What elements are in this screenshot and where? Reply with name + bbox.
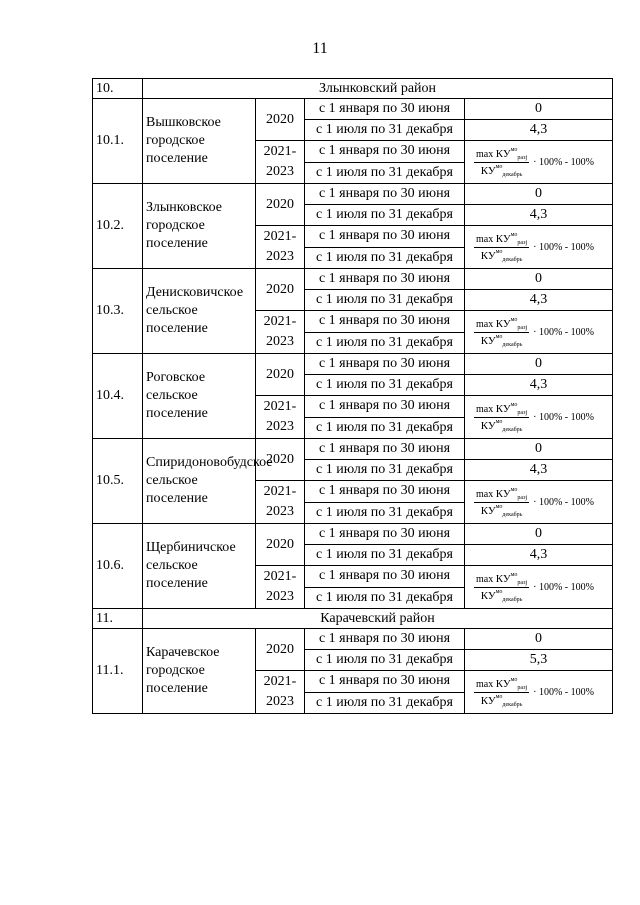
settlement-name: Вышковское городское поселение — [143, 99, 256, 184]
formula-sub: разj — [517, 494, 528, 501]
formula-ku: КУ — [495, 317, 511, 330]
formula-numerator — [474, 232, 529, 248]
year-cell: 2020 — [256, 269, 305, 311]
formula-sub: декабрь — [502, 256, 523, 263]
period-cell: с 1 января по 30 июня — [305, 396, 465, 418]
formula-max: max — [476, 488, 494, 500]
formula-numerator — [474, 147, 529, 163]
formula-cell — [465, 671, 613, 714]
formula-cell — [465, 311, 613, 354]
formula-ku: КУ — [480, 589, 496, 602]
formula-sup: мо — [495, 503, 503, 510]
year-cell: 2020 — [256, 99, 305, 141]
formula-tail: · 100% - 100% — [533, 156, 594, 168]
settlement-name: Карачевское городское поселение — [143, 629, 256, 714]
formula-sup: мо — [495, 693, 503, 700]
year-cell: 2021-2023 — [256, 141, 305, 184]
period-cell: с 1 июля по 31 декабря — [305, 502, 465, 524]
formula-sup: мо — [495, 248, 503, 255]
entry-number: 10.5. — [93, 439, 143, 524]
settlement-name: Денисковичское сельское поселение — [143, 269, 256, 354]
year-cell: 2020 — [256, 439, 305, 481]
table-row — [93, 184, 613, 205]
section-title: Карачевский район — [143, 609, 613, 629]
formula-tail: · 100% - 100% — [533, 496, 594, 508]
formula-ku: КУ — [480, 164, 496, 177]
formula-sub: декабрь — [502, 596, 523, 603]
formula-fraction — [474, 677, 529, 708]
period-cell: с 1 января по 30 июня — [305, 481, 465, 503]
formula-sup: мо — [510, 316, 518, 323]
value-cell: 0 — [465, 269, 613, 290]
formula-ku: КУ — [495, 572, 511, 585]
formula-sup: мо — [510, 571, 518, 578]
value-cell: 4,3 — [465, 120, 613, 141]
formula-ku: КУ — [495, 677, 511, 690]
formula-ku: КУ — [495, 487, 511, 500]
entry-number: 11.1. — [93, 629, 143, 714]
table-row — [93, 269, 613, 290]
formula-numerator — [474, 487, 529, 503]
period-cell: с 1 января по 30 июня — [305, 354, 465, 375]
year-cell: 2021-2023 — [256, 396, 305, 439]
year-cell: 2020 — [256, 524, 305, 566]
formula-cell — [465, 566, 613, 609]
formula-sup: мо — [510, 486, 518, 493]
formula-max: max — [476, 233, 494, 245]
period-cell: с 1 января по 30 июня — [305, 226, 465, 248]
period-cell: с 1 января по 30 июня — [305, 671, 465, 693]
formula-tail: · 100% - 100% — [533, 686, 594, 698]
formula-denominator — [479, 418, 525, 433]
period-cell: с 1 июля по 31 декабря — [305, 162, 465, 184]
period-cell: с 1 января по 30 июня — [305, 99, 465, 120]
formula-cell — [465, 226, 613, 269]
formula-ku: КУ — [480, 419, 496, 432]
entry-number: 10.2. — [93, 184, 143, 269]
period-cell: с 1 января по 30 июня — [305, 184, 465, 205]
table-row — [93, 629, 613, 650]
entry-number: 10.4. — [93, 354, 143, 439]
formula-numerator — [474, 677, 529, 693]
period-cell: с 1 июля по 31 декабря — [305, 120, 465, 141]
formula-fraction — [474, 402, 529, 433]
period-cell: с 1 июля по 31 декабря — [305, 460, 465, 481]
formula-sup: мо — [510, 146, 518, 153]
value-cell: 0 — [465, 99, 613, 120]
period-cell: с 1 июля по 31 декабря — [305, 587, 465, 609]
value-cell: 0 — [465, 354, 613, 375]
formula — [468, 396, 609, 438]
year-cell: 2021-2023 — [256, 311, 305, 354]
formula — [468, 311, 609, 353]
formula-denominator — [479, 333, 525, 348]
formula-denominator — [479, 248, 525, 263]
formula — [468, 141, 609, 183]
value-cell: 0 — [465, 629, 613, 650]
period-cell: с 1 июля по 31 декабря — [305, 290, 465, 311]
formula-sup: мо — [510, 231, 518, 238]
formula-ku: КУ — [480, 694, 496, 707]
year-cell: 2021-2023 — [256, 481, 305, 524]
formula-numerator — [474, 402, 529, 418]
formula-ku: КУ — [480, 334, 496, 347]
period-cell: с 1 июля по 31 декабря — [305, 650, 465, 671]
formula-fraction — [474, 232, 529, 263]
period-cell: с 1 января по 30 июня — [305, 524, 465, 545]
value-cell: 4,3 — [465, 375, 613, 396]
settlement-name: Спиридоновобудское сельское поселение — [143, 439, 256, 524]
formula-sup: мо — [495, 588, 503, 595]
period-cell: с 1 июля по 31 декабря — [305, 375, 465, 396]
formula-sup: мо — [495, 418, 503, 425]
formula-sub: разj — [517, 409, 528, 416]
period-cell: с 1 июля по 31 декабря — [305, 417, 465, 439]
value-cell: 4,3 — [465, 545, 613, 566]
period-cell: с 1 января по 30 июня — [305, 439, 465, 460]
section-number: 11. — [93, 609, 143, 629]
formula-fraction — [474, 317, 529, 348]
table-row — [93, 354, 613, 375]
period-cell: с 1 июля по 31 декабря — [305, 205, 465, 226]
formula-fraction — [474, 487, 529, 518]
year-cell: 2020 — [256, 354, 305, 396]
formula-sub: декабрь — [502, 701, 523, 708]
formula-tail: · 100% - 100% — [533, 581, 594, 593]
formula — [468, 671, 609, 713]
entry-number: 10.3. — [93, 269, 143, 354]
formula-numerator — [474, 572, 529, 588]
value-cell: 0 — [465, 439, 613, 460]
formula-sub: разj — [517, 324, 528, 331]
entry-number: 10.1. — [93, 99, 143, 184]
formula-ku: КУ — [480, 504, 496, 517]
formula-denominator — [479, 693, 525, 708]
formula-max: max — [476, 573, 494, 585]
formula-ku: КУ — [495, 147, 511, 160]
year-cell: 2021-2023 — [256, 226, 305, 269]
formula-sup: мо — [510, 676, 518, 683]
formula-max: max — [476, 403, 494, 415]
formula-fraction — [474, 572, 529, 603]
settlement-name: Роговское сельское поселение — [143, 354, 256, 439]
period-cell: с 1 июля по 31 декабря — [305, 692, 465, 714]
formula — [468, 226, 609, 268]
period-cell: с 1 января по 30 июня — [305, 566, 465, 588]
formula — [468, 566, 609, 608]
formula-sup: мо — [495, 163, 503, 170]
year-cell: 2020 — [256, 629, 305, 671]
formula-denominator — [479, 163, 525, 178]
value-cell: 4,3 — [465, 290, 613, 311]
table-row — [93, 439, 613, 460]
formula-denominator — [479, 503, 525, 518]
section-row — [93, 609, 613, 629]
formula-tail: · 100% - 100% — [533, 411, 594, 423]
formula — [468, 481, 609, 523]
value-cell: 4,3 — [465, 460, 613, 481]
section-row — [93, 79, 613, 99]
value-cell: 0 — [465, 524, 613, 545]
period-cell: с 1 июля по 31 декабря — [305, 545, 465, 566]
formula-cell — [465, 481, 613, 524]
period-cell: с 1 января по 30 июня — [305, 629, 465, 650]
table-row — [93, 99, 613, 120]
formula-sub: декабрь — [502, 171, 523, 178]
period-cell: с 1 января по 30 июня — [305, 141, 465, 163]
formula-ku: КУ — [495, 232, 511, 245]
formula-fraction — [474, 147, 529, 178]
entry-number: 10.6. — [93, 524, 143, 609]
year-cell: 2021-2023 — [256, 566, 305, 609]
formula-sup: мо — [495, 333, 503, 340]
section-number: 10. — [93, 79, 143, 99]
formula-ku: КУ — [495, 402, 511, 415]
value-cell: 0 — [465, 184, 613, 205]
period-cell: с 1 января по 30 июня — [305, 269, 465, 290]
formula-sub: декабрь — [502, 341, 523, 348]
formula-ku: КУ — [480, 249, 496, 262]
formula-sub: разj — [517, 239, 528, 246]
formula-sub: разj — [517, 684, 528, 691]
formula-sub: декабрь — [502, 511, 523, 518]
formula-sub: декабрь — [502, 426, 523, 433]
formula-max: max — [476, 148, 494, 160]
formula-sup: мо — [510, 401, 518, 408]
value-cell: 5,3 — [465, 650, 613, 671]
settlement-name: Щербиничское сельское поселение — [143, 524, 256, 609]
formula-tail: · 100% - 100% — [533, 326, 594, 338]
year-cell: 2020 — [256, 184, 305, 226]
period-cell: с 1 июля по 31 декабря — [305, 247, 465, 269]
formula-cell — [465, 141, 613, 184]
formula-sub: разj — [517, 154, 528, 161]
year-cell: 2021-2023 — [256, 671, 305, 714]
formula-denominator — [479, 588, 525, 603]
value-cell: 4,3 — [465, 205, 613, 226]
formula-cell — [465, 396, 613, 439]
formula-numerator — [474, 317, 529, 333]
formula-max: max — [476, 318, 494, 330]
page-number: 11 — [312, 40, 328, 57]
section-title: Злынковский район — [143, 79, 613, 99]
formula-tail: · 100% - 100% — [533, 241, 594, 253]
formula-max: max — [476, 678, 494, 690]
period-cell: с 1 июля по 31 декабря — [305, 332, 465, 354]
period-cell: с 1 января по 30 июня — [305, 311, 465, 333]
formula-sub: разj — [517, 579, 528, 586]
table-row — [93, 524, 613, 545]
tariff-table — [92, 78, 613, 714]
settlement-name: Злынковское городское поселение — [143, 184, 256, 269]
